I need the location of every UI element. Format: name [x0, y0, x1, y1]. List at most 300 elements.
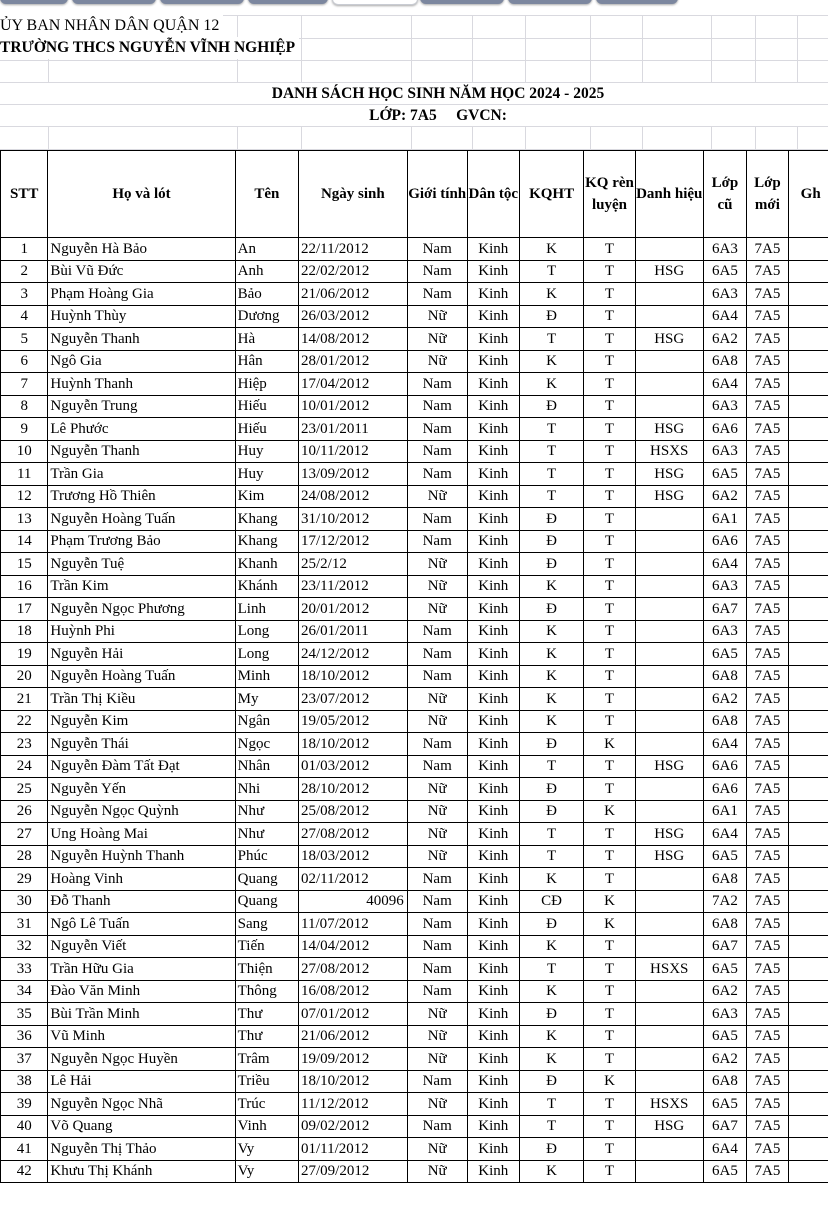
cell-ho-va-lot[interactable]: Nguyễn Ngọc Quỳnh — [48, 800, 235, 823]
cell-kq-ren-luyen[interactable]: T — [584, 868, 635, 891]
cell-stt[interactable]: 16 — [1, 575, 48, 598]
cell-ngay-sinh[interactable]: 26/01/2011 — [299, 620, 408, 643]
cell-stt[interactable]: 3 — [1, 283, 48, 306]
cell-ngay-sinh[interactable]: 02/11/2012 — [299, 868, 408, 891]
cell-kqht[interactable]: K — [519, 935, 583, 958]
cell-ten[interactable]: Bảo — [235, 283, 298, 306]
cell-danh-hieu[interactable] — [635, 620, 703, 643]
cell-dan-toc[interactable]: Kinh — [467, 440, 519, 463]
cell-kq-ren-luyen[interactable]: K — [584, 890, 635, 913]
cell-lop-cu[interactable]: 6A5 — [703, 958, 746, 981]
cell-danh-hieu[interactable]: HSG — [635, 845, 703, 868]
cell-danh-hieu[interactable] — [635, 553, 703, 576]
cell-ghi-chu[interactable] — [788, 1070, 828, 1093]
cell-ho-va-lot[interactable]: Nguyễn Đàm Tất Đạt — [48, 755, 235, 778]
cell-lop-moi[interactable]: 7A5 — [747, 980, 789, 1003]
cell-kq-ren-luyen[interactable]: T — [584, 485, 635, 508]
cell-stt[interactable]: 23 — [1, 733, 48, 756]
cell-gioi-tinh[interactable]: Nam — [407, 643, 467, 666]
cell-ten[interactable]: Thư — [235, 1003, 298, 1026]
cell-danh-hieu[interactable] — [635, 283, 703, 306]
cell-dan-toc[interactable]: Kinh — [467, 373, 519, 396]
cell-gioi-tinh[interactable]: Nam — [407, 418, 467, 441]
cell-stt[interactable]: 40 — [1, 1115, 48, 1138]
cell-ngay-sinh[interactable]: 27/08/2012 — [299, 823, 408, 846]
cell-lop-cu[interactable]: 6A2 — [703, 485, 746, 508]
cell-stt[interactable]: 42 — [1, 1160, 48, 1183]
cell-danh-hieu[interactable]: HSXS — [635, 1093, 703, 1116]
cell-ghi-chu[interactable] — [788, 823, 828, 846]
cell-lop-moi[interactable]: 7A5 — [747, 1138, 789, 1161]
cell-stt[interactable]: 26 — [1, 800, 48, 823]
cell-ho-va-lot[interactable]: Trần Kim — [48, 575, 235, 598]
cell-ten[interactable]: Ngọc — [235, 733, 298, 756]
cell-dan-toc[interactable]: Kinh — [467, 575, 519, 598]
cell-kq-ren-luyen[interactable]: T — [584, 1048, 635, 1071]
cell-ho-va-lot[interactable]: Huỳnh Thùy — [48, 305, 235, 328]
cell-dan-toc[interactable]: Kinh — [467, 980, 519, 1003]
cell-stt[interactable]: 32 — [1, 935, 48, 958]
cell-ho-va-lot[interactable]: Ngô Lê Tuấn — [48, 913, 235, 936]
cell-kq-ren-luyen[interactable]: T — [584, 328, 635, 351]
cell-kq-ren-luyen[interactable]: T — [584, 1003, 635, 1026]
cell-ho-va-lot[interactable]: Trần Gia — [48, 463, 235, 486]
cell-stt[interactable]: 11 — [1, 463, 48, 486]
cell-ghi-chu[interactable] — [788, 755, 828, 778]
cell-ngay-sinh[interactable]: 17/12/2012 — [299, 530, 408, 553]
cell-stt[interactable]: 31 — [1, 913, 48, 936]
cell-lop-moi[interactable]: 7A5 — [747, 530, 789, 553]
cell-ghi-chu[interactable] — [788, 485, 828, 508]
cell-ten[interactable]: Sang — [235, 913, 298, 936]
col-header-lop-cu[interactable]: Lớp cũ — [703, 151, 746, 238]
cell-ho-va-lot[interactable]: Nguyễn Ngọc Nhã — [48, 1093, 235, 1116]
cell-lop-cu[interactable]: 6A3 — [703, 440, 746, 463]
cell-gioi-tinh[interactable]: Nam — [407, 890, 467, 913]
cell-ngay-sinh[interactable]: 07/01/2012 — [299, 1003, 408, 1026]
cell-dan-toc[interactable]: Kinh — [467, 328, 519, 351]
cell-kqht[interactable]: Đ — [519, 395, 583, 418]
cell-kqht[interactable]: T — [519, 755, 583, 778]
cell-ten[interactable]: Huy — [235, 463, 298, 486]
cell-kqht[interactable]: K — [519, 1025, 583, 1048]
cell-kqht[interactable]: T — [519, 1093, 583, 1116]
cell-kq-ren-luyen[interactable]: T — [584, 1093, 635, 1116]
col-header-kqht[interactable]: KQHT — [519, 151, 583, 238]
cell-gioi-tinh[interactable]: Nữ — [407, 553, 467, 576]
cell-gioi-tinh[interactable]: Nam — [407, 1115, 467, 1138]
cell-lop-moi[interactable]: 7A5 — [747, 463, 789, 486]
cell-ten[interactable]: Long — [235, 620, 298, 643]
cell-lop-cu[interactable]: 6A8 — [703, 350, 746, 373]
cell-lop-cu[interactable]: 6A2 — [703, 328, 746, 351]
cell-ten[interactable]: Tiến — [235, 935, 298, 958]
cell-kq-ren-luyen[interactable]: K — [584, 1070, 635, 1093]
cell-gioi-tinh[interactable]: Nữ — [407, 1138, 467, 1161]
cell-ghi-chu[interactable] — [788, 935, 828, 958]
cell-ho-va-lot[interactable]: Bùi Trần Minh — [48, 1003, 235, 1026]
cell-lop-cu[interactable]: 6A4 — [703, 733, 746, 756]
cell-kq-ren-luyen[interactable]: K — [584, 800, 635, 823]
cell-dan-toc[interactable]: Kinh — [467, 913, 519, 936]
cell-kqht[interactable]: Đ — [519, 733, 583, 756]
cell-dan-toc[interactable]: Kinh — [467, 283, 519, 306]
cell-lop-cu[interactable]: 6A8 — [703, 913, 746, 936]
cell-kq-ren-luyen[interactable]: T — [584, 1160, 635, 1183]
col-header-danh-hieu[interactable]: Danh hiệu — [635, 151, 703, 238]
cell-ten[interactable]: Khang — [235, 508, 298, 531]
cell-ngay-sinh[interactable]: 28/01/2012 — [299, 350, 408, 373]
cell-ho-va-lot[interactable]: Đào Văn Minh — [48, 980, 235, 1003]
cell-ghi-chu[interactable] — [788, 913, 828, 936]
cell-gioi-tinh[interactable]: Nữ — [407, 1160, 467, 1183]
cell-kq-ren-luyen[interactable]: T — [584, 823, 635, 846]
cell-gioi-tinh[interactable]: Nam — [407, 868, 467, 891]
cell-gioi-tinh[interactable]: Nữ — [407, 1003, 467, 1026]
cell-lop-moi[interactable]: 7A5 — [747, 328, 789, 351]
cell-ten[interactable]: Hân — [235, 350, 298, 373]
cell-ten[interactable]: Hiếu — [235, 418, 298, 441]
cell-lop-moi[interactable]: 7A5 — [747, 620, 789, 643]
cell-ten[interactable]: Vy — [235, 1138, 298, 1161]
cell-ghi-chu[interactable] — [788, 395, 828, 418]
cell-dan-toc[interactable]: Kinh — [467, 620, 519, 643]
cell-ho-va-lot[interactable]: Huỳnh Phi — [48, 620, 235, 643]
cell-ten[interactable]: Minh — [235, 665, 298, 688]
cell-ngay-sinh[interactable]: 24/12/2012 — [299, 643, 408, 666]
cell-gioi-tinh[interactable]: Nữ — [407, 485, 467, 508]
cell-kq-ren-luyen[interactable]: T — [584, 305, 635, 328]
cell-dan-toc[interactable]: Kinh — [467, 710, 519, 733]
cell-ghi-chu[interactable] — [788, 575, 828, 598]
cell-ho-va-lot[interactable]: Trần Hữu Gia — [48, 958, 235, 981]
cell-kq-ren-luyen[interactable]: T — [584, 958, 635, 981]
cell-kq-ren-luyen[interactable]: T — [584, 508, 635, 531]
cell-ten[interactable]: Nhi — [235, 778, 298, 801]
cell-ten[interactable]: Hiếu — [235, 395, 298, 418]
cell-stt[interactable]: 28 — [1, 845, 48, 868]
cell-ho-va-lot[interactable]: Khưu Thị Khánh — [48, 1160, 235, 1183]
cell-danh-hieu[interactable] — [635, 1138, 703, 1161]
cell-lop-moi[interactable]: 7A5 — [747, 1160, 789, 1183]
cell-ngay-sinh[interactable]: 11/07/2012 — [299, 913, 408, 936]
cell-danh-hieu[interactable]: HSG — [635, 418, 703, 441]
cell-gioi-tinh[interactable]: Nam — [407, 283, 467, 306]
sheet-tab[interactable] — [596, 0, 678, 4]
cell-ngay-sinh[interactable]: 13/09/2012 — [299, 463, 408, 486]
cell-lop-cu[interactable]: 6A4 — [703, 373, 746, 396]
cell-danh-hieu[interactable] — [635, 508, 703, 531]
cell-lop-cu[interactable]: 6A8 — [703, 868, 746, 891]
cell-ngay-sinh[interactable]: 09/02/2012 — [299, 1115, 408, 1138]
cell-ghi-chu[interactable] — [788, 710, 828, 733]
cell-kqht[interactable]: K — [519, 350, 583, 373]
cell-ghi-chu[interactable] — [788, 530, 828, 553]
cell-kqht[interactable]: T — [519, 823, 583, 846]
cell-ho-va-lot[interactable]: Nguyễn Hoàng Tuấn — [48, 508, 235, 531]
cell-kq-ren-luyen[interactable]: T — [584, 350, 635, 373]
cell-ghi-chu[interactable] — [788, 238, 828, 261]
cell-danh-hieu[interactable] — [635, 598, 703, 621]
cell-dan-toc[interactable]: Kinh — [467, 1160, 519, 1183]
cell-stt[interactable]: 24 — [1, 755, 48, 778]
cell-stt[interactable]: 38 — [1, 1070, 48, 1093]
cell-danh-hieu[interactable] — [635, 643, 703, 666]
cell-ghi-chu[interactable] — [788, 1160, 828, 1183]
cell-lop-moi[interactable]: 7A5 — [747, 868, 789, 891]
cell-ten[interactable]: Phúc — [235, 845, 298, 868]
cell-ngay-sinh[interactable]: 14/08/2012 — [299, 328, 408, 351]
cell-dan-toc[interactable]: Kinh — [467, 778, 519, 801]
cell-kq-ren-luyen[interactable]: T — [584, 395, 635, 418]
cell-lop-cu[interactable]: 6A7 — [703, 598, 746, 621]
cell-ghi-chu[interactable] — [788, 665, 828, 688]
cell-danh-hieu[interactable] — [635, 800, 703, 823]
col-header-gioi-tinh[interactable]: Giới tính — [407, 151, 467, 238]
cell-lop-cu[interactable]: 6A8 — [703, 1070, 746, 1093]
cell-danh-hieu[interactable] — [635, 373, 703, 396]
cell-danh-hieu[interactable] — [635, 688, 703, 711]
cell-ngay-sinh[interactable]: 23/01/2011 — [299, 418, 408, 441]
cell-dan-toc[interactable]: Kinh — [467, 845, 519, 868]
cell-gioi-tinh[interactable]: Nam — [407, 958, 467, 981]
cell-kq-ren-luyen[interactable]: T — [584, 935, 635, 958]
cell-danh-hieu[interactable] — [635, 710, 703, 733]
cell-kqht[interactable]: T — [519, 958, 583, 981]
cell-stt[interactable]: 5 — [1, 328, 48, 351]
cell-ten[interactable]: Khang — [235, 530, 298, 553]
cell-dan-toc[interactable]: Kinh — [467, 823, 519, 846]
cell-stt[interactable]: 22 — [1, 710, 48, 733]
cell-ten[interactable]: Quang — [235, 868, 298, 891]
cell-ngay-sinh[interactable]: 01/11/2012 — [299, 1138, 408, 1161]
cell-lop-moi[interactable]: 7A5 — [747, 1025, 789, 1048]
col-header-ho-va-lot[interactable]: Họ và lót — [48, 151, 235, 238]
cell-lop-moi[interactable]: 7A5 — [747, 800, 789, 823]
cell-kqht[interactable]: Đ — [519, 305, 583, 328]
cell-kqht[interactable]: T — [519, 328, 583, 351]
cell-ngay-sinh[interactable]: 19/05/2012 — [299, 710, 408, 733]
cell-stt[interactable]: 25 — [1, 778, 48, 801]
cell-stt[interactable]: 30 — [1, 890, 48, 913]
cell-ho-va-lot[interactable]: Trần Thị Kiều — [48, 688, 235, 711]
cell-kqht[interactable]: K — [519, 1160, 583, 1183]
cell-danh-hieu[interactable] — [635, 1003, 703, 1026]
cell-ho-va-lot[interactable]: Phạm Trương Bảo — [48, 530, 235, 553]
cell-stt[interactable]: 9 — [1, 418, 48, 441]
cell-kq-ren-luyen[interactable]: K — [584, 913, 635, 936]
cell-lop-moi[interactable]: 7A5 — [747, 845, 789, 868]
cell-kq-ren-luyen[interactable]: T — [584, 845, 635, 868]
cell-stt[interactable]: 36 — [1, 1025, 48, 1048]
cell-dan-toc[interactable]: Kinh — [467, 463, 519, 486]
cell-lop-moi[interactable]: 7A5 — [747, 373, 789, 396]
cell-kq-ren-luyen[interactable]: T — [584, 688, 635, 711]
cell-kqht[interactable]: Đ — [519, 553, 583, 576]
cell-ngay-sinh[interactable]: 10/01/2012 — [299, 395, 408, 418]
cell-gioi-tinh[interactable]: Nam — [407, 395, 467, 418]
cell-kqht[interactable]: K — [519, 665, 583, 688]
cell-lop-cu[interactable]: 6A4 — [703, 1138, 746, 1161]
cell-ten[interactable]: Linh — [235, 598, 298, 621]
cell-danh-hieu[interactable] — [635, 238, 703, 261]
cell-ho-va-lot[interactable]: Phạm Hoàng Gia — [48, 283, 235, 306]
cell-danh-hieu[interactable]: HSG — [635, 755, 703, 778]
cell-lop-moi[interactable]: 7A5 — [747, 305, 789, 328]
cell-ten[interactable]: Như — [235, 800, 298, 823]
cell-kqht[interactable]: T — [519, 440, 583, 463]
cell-lop-cu[interactable]: 6A4 — [703, 553, 746, 576]
cell-kq-ren-luyen[interactable]: T — [584, 620, 635, 643]
cell-ngay-sinh[interactable]: 20/01/2012 — [299, 598, 408, 621]
cell-lop-cu[interactable]: 6A5 — [703, 463, 746, 486]
cell-ten[interactable]: My — [235, 688, 298, 711]
cell-kq-ren-luyen[interactable]: T — [584, 575, 635, 598]
cell-stt[interactable]: 19 — [1, 643, 48, 666]
cell-dan-toc[interactable]: Kinh — [467, 890, 519, 913]
cell-lop-moi[interactable]: 7A5 — [747, 643, 789, 666]
cell-dan-toc[interactable]: Kinh — [467, 418, 519, 441]
cell-kq-ren-luyen[interactable]: T — [584, 260, 635, 283]
cell-ten[interactable]: Khanh — [235, 553, 298, 576]
cell-dan-toc[interactable]: Kinh — [467, 485, 519, 508]
cell-ten[interactable]: Anh — [235, 260, 298, 283]
cell-stt[interactable]: 18 — [1, 620, 48, 643]
sheet-tab-active[interactable] — [332, 0, 418, 5]
cell-gioi-tinh[interactable]: Nữ — [407, 598, 467, 621]
cell-gioi-tinh[interactable]: Nữ — [407, 328, 467, 351]
cell-lop-moi[interactable]: 7A5 — [747, 755, 789, 778]
cell-lop-moi[interactable]: 7A5 — [747, 575, 789, 598]
cell-kq-ren-luyen[interactable]: T — [584, 1025, 635, 1048]
cell-dan-toc[interactable]: Kinh — [467, 553, 519, 576]
cell-stt[interactable]: 41 — [1, 1138, 48, 1161]
cell-kq-ren-luyen[interactable]: T — [584, 980, 635, 1003]
cell-ho-va-lot[interactable]: Nguyễn Huỳnh Thanh — [48, 845, 235, 868]
col-header-lop-moi[interactable]: Lớp mới — [747, 151, 789, 238]
cell-lop-moi[interactable]: 7A5 — [747, 1070, 789, 1093]
cell-ten[interactable]: An — [235, 238, 298, 261]
cell-ghi-chu[interactable] — [788, 845, 828, 868]
cell-ghi-chu[interactable] — [788, 643, 828, 666]
cell-kq-ren-luyen[interactable]: T — [584, 238, 635, 261]
cell-ghi-chu[interactable] — [788, 463, 828, 486]
cell-danh-hieu[interactable] — [635, 1048, 703, 1071]
cell-lop-moi[interactable]: 7A5 — [747, 665, 789, 688]
cell-dan-toc[interactable]: Kinh — [467, 958, 519, 981]
cell-ngay-sinh[interactable]: 18/10/2012 — [299, 733, 408, 756]
cell-danh-hieu[interactable] — [635, 350, 703, 373]
cell-ho-va-lot[interactable]: Lê Phước — [48, 418, 235, 441]
cell-ghi-chu[interactable] — [788, 890, 828, 913]
cell-gioi-tinh[interactable]: Nam — [407, 1070, 467, 1093]
cell-danh-hieu[interactable]: HSG — [635, 1115, 703, 1138]
cell-gioi-tinh[interactable]: Nữ — [407, 710, 467, 733]
cell-stt[interactable]: 10 — [1, 440, 48, 463]
cell-ngay-sinh[interactable]: 31/10/2012 — [299, 508, 408, 531]
cell-kq-ren-luyen[interactable]: T — [584, 530, 635, 553]
cell-ho-va-lot[interactable]: Ngô Gia — [48, 350, 235, 373]
cell-ghi-chu[interactable] — [788, 620, 828, 643]
cell-danh-hieu[interactable] — [635, 890, 703, 913]
cell-lop-moi[interactable]: 7A5 — [747, 958, 789, 981]
cell-gioi-tinh[interactable]: Nam — [407, 440, 467, 463]
cell-gioi-tinh[interactable]: Nữ — [407, 823, 467, 846]
cell-ho-va-lot[interactable]: Nguyễn Tuệ — [48, 553, 235, 576]
cell-kq-ren-luyen[interactable]: T — [584, 755, 635, 778]
cell-lop-cu[interactable]: 6A6 — [703, 418, 746, 441]
cell-ho-va-lot[interactable]: Bùi Vũ Đức — [48, 260, 235, 283]
cell-lop-moi[interactable]: 7A5 — [747, 710, 789, 733]
cell-ten[interactable]: Thư — [235, 1025, 298, 1048]
cell-kqht[interactable]: Đ — [519, 778, 583, 801]
cell-ngay-sinh[interactable]: 23/11/2012 — [299, 575, 408, 598]
cell-kq-ren-luyen[interactable]: K — [584, 733, 635, 756]
cell-gioi-tinh[interactable]: Nữ — [407, 688, 467, 711]
cell-kq-ren-luyen[interactable]: T — [584, 643, 635, 666]
col-header-stt[interactable]: STT — [1, 151, 48, 238]
cell-lop-cu[interactable]: 6A2 — [703, 980, 746, 1003]
cell-ghi-chu[interactable] — [788, 305, 828, 328]
cell-dan-toc[interactable]: Kinh — [467, 1070, 519, 1093]
cell-lop-moi[interactable]: 7A5 — [747, 823, 789, 846]
cell-gioi-tinh[interactable]: Nữ — [407, 1093, 467, 1116]
cell-ghi-chu[interactable] — [788, 418, 828, 441]
cell-stt[interactable]: 35 — [1, 1003, 48, 1026]
cell-gioi-tinh[interactable]: Nam — [407, 755, 467, 778]
cell-ho-va-lot[interactable]: Trương Hồ Thiên — [48, 485, 235, 508]
cell-lop-moi[interactable]: 7A5 — [747, 733, 789, 756]
cell-gioi-tinh[interactable]: Nam — [407, 530, 467, 553]
cell-ngay-sinh[interactable]: 26/03/2012 — [299, 305, 408, 328]
cell-ten[interactable]: Long — [235, 643, 298, 666]
cell-dan-toc[interactable]: Kinh — [467, 643, 519, 666]
cell-ghi-chu[interactable] — [788, 958, 828, 981]
cell-gioi-tinh[interactable]: Nam — [407, 935, 467, 958]
cell-ho-va-lot[interactable]: Nguyễn Hoàng Tuấn — [48, 665, 235, 688]
cell-kq-ren-luyen[interactable]: T — [584, 665, 635, 688]
cell-kqht[interactable]: T — [519, 463, 583, 486]
cell-danh-hieu[interactable] — [635, 1070, 703, 1093]
cell-ngay-sinh[interactable]: 40096 — [299, 890, 408, 913]
cell-lop-cu[interactable]: 6A3 — [703, 238, 746, 261]
cell-dan-toc[interactable]: Kinh — [467, 733, 519, 756]
cell-ghi-chu[interactable] — [788, 868, 828, 891]
cell-ten[interactable]: Trâm — [235, 1048, 298, 1071]
cell-gioi-tinh[interactable]: Nam — [407, 620, 467, 643]
cell-kq-ren-luyen[interactable]: T — [584, 373, 635, 396]
sheet-tab[interactable] — [508, 0, 592, 4]
cell-ngay-sinh[interactable]: 22/11/2012 — [299, 238, 408, 261]
cell-lop-cu[interactable]: 6A5 — [703, 643, 746, 666]
cell-kq-ren-luyen[interactable]: T — [584, 463, 635, 486]
cell-lop-moi[interactable]: 7A5 — [747, 350, 789, 373]
cell-ngay-sinh[interactable]: 25/08/2012 — [299, 800, 408, 823]
cell-kqht[interactable]: Đ — [519, 508, 583, 531]
cell-ho-va-lot[interactable]: Ung Hoàng Mai — [48, 823, 235, 846]
cell-lop-moi[interactable]: 7A5 — [747, 1115, 789, 1138]
cell-kqht[interactable]: Đ — [519, 1138, 583, 1161]
cell-dan-toc[interactable]: Kinh — [467, 260, 519, 283]
cell-stt[interactable]: 21 — [1, 688, 48, 711]
cell-kqht[interactable]: CĐ — [519, 890, 583, 913]
cell-ngay-sinh[interactable]: 18/03/2012 — [299, 845, 408, 868]
col-header-ngay-sinh[interactable]: Ngày sinh — [299, 151, 408, 238]
cell-lop-moi[interactable]: 7A5 — [747, 260, 789, 283]
cell-gioi-tinh[interactable]: Nam — [407, 373, 467, 396]
cell-lop-cu[interactable]: 6A7 — [703, 935, 746, 958]
cell-ngay-sinh[interactable]: 11/12/2012 — [299, 1093, 408, 1116]
